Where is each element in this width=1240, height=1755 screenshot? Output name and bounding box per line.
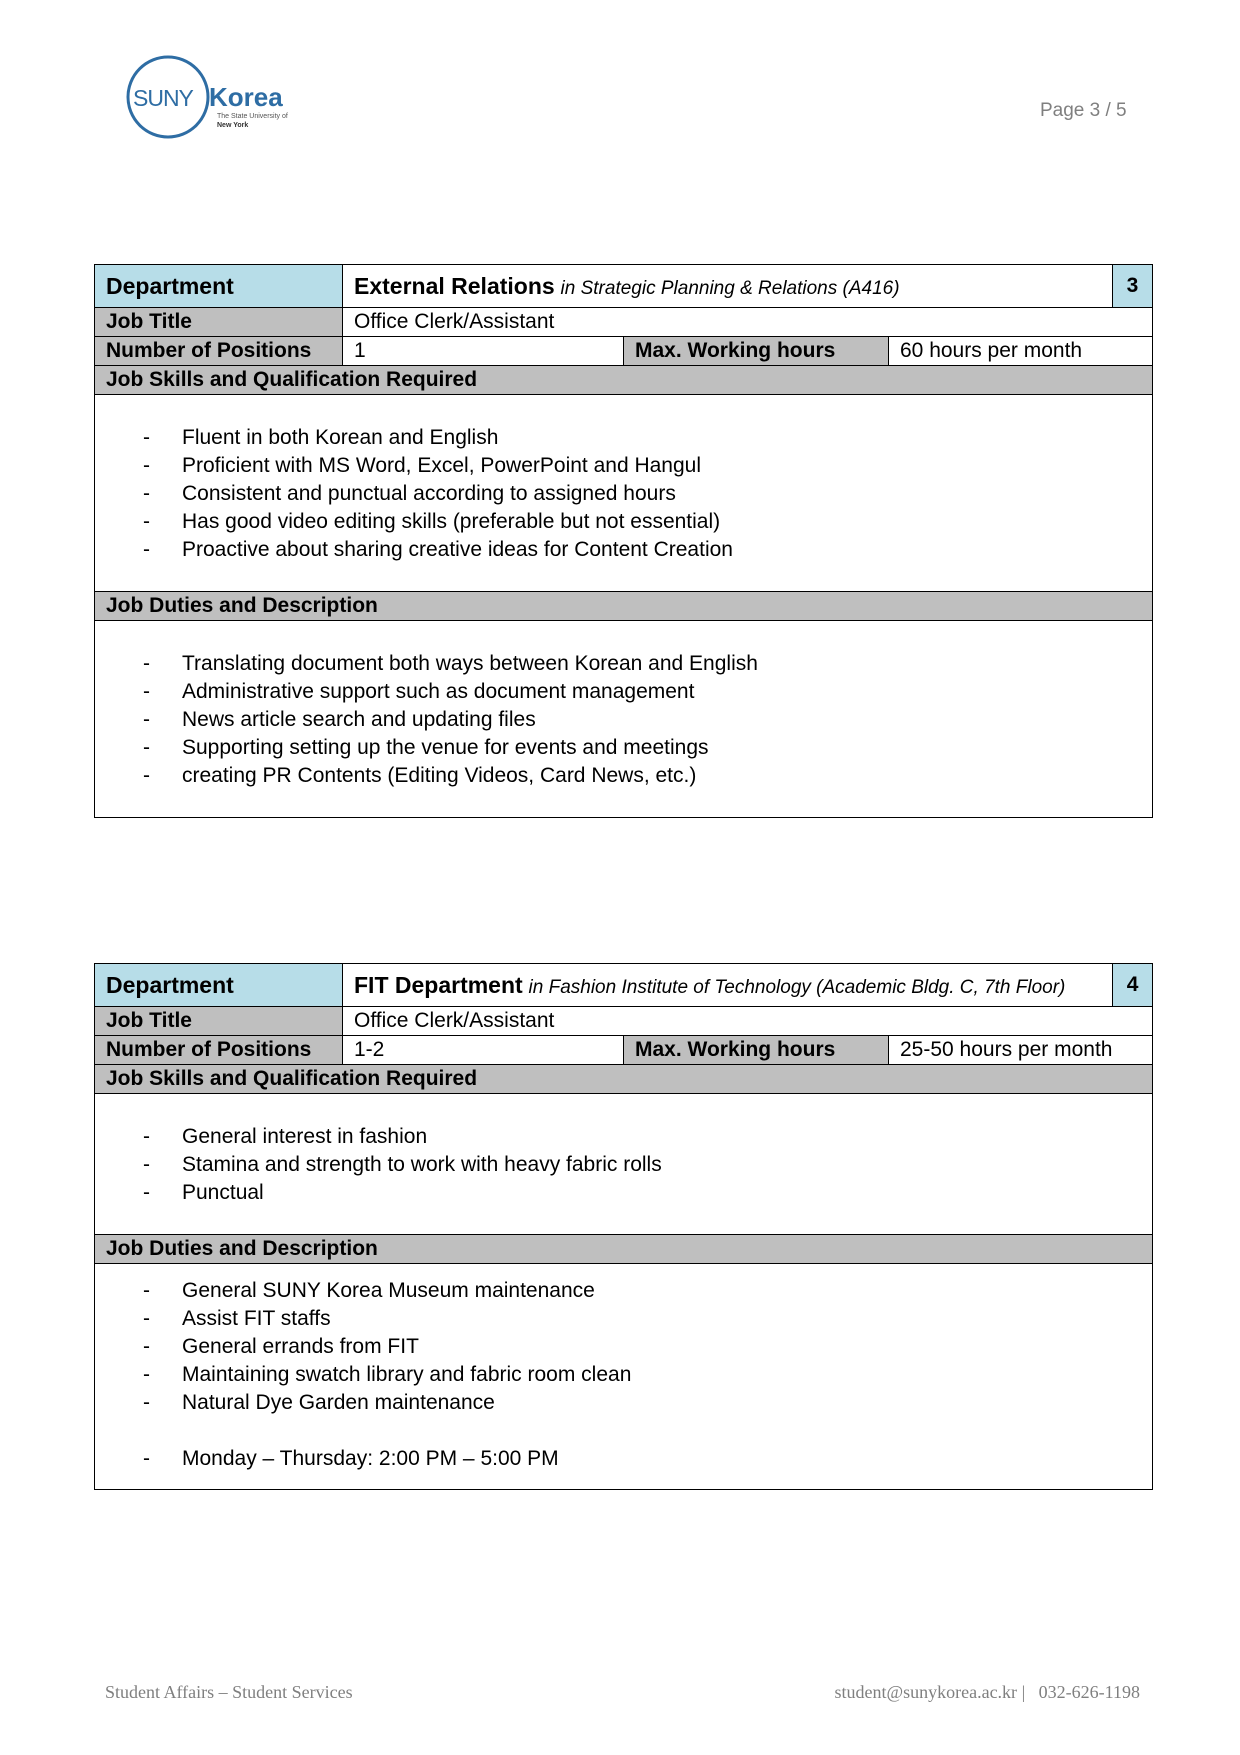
footer-email[interactable]: student@sunykorea.ac.kr	[834, 1682, 1018, 1702]
footer-office: Student Affairs – Student Services	[105, 1682, 353, 1702]
department-label: Department	[95, 265, 343, 308]
suny-korea-logo	[125, 53, 305, 143]
list-item: - Supporting setting up the venue for events and meetings	[106, 734, 1141, 762]
skills-list-cell	[95, 395, 1153, 592]
job-number: 3	[1113, 265, 1153, 308]
positions-label: Number of Positions	[95, 1036, 343, 1065]
list-item: - Stamina and strength to work with heavy fabric rolls	[106, 1151, 1141, 1179]
list-item: - Fluent in both Korean and English	[106, 424, 1141, 452]
footer-phone: 032-626-1198	[1038, 1682, 1140, 1702]
job-title-value: Office Clerk/Assistant	[343, 308, 1153, 337]
schedule-item: - Monday – Thursday: 2:00 PM – 5:00 PM	[106, 1445, 1141, 1473]
svg-text:New York: New York	[217, 122, 249, 129]
list-item: - Natural Dye Garden maintenance	[106, 1389, 1141, 1417]
job-table-fit-department	[94, 963, 1153, 1490]
duties-list-cell	[95, 1264, 1153, 1490]
footer-contact	[835, 1682, 1140, 1703]
list-item: - General errands from FIT	[106, 1333, 1141, 1361]
skills-header: Job Skills and Qualification Required	[95, 366, 1153, 395]
footer-separator: |	[1021, 1682, 1026, 1702]
job-title-label: Job Title	[95, 1007, 343, 1036]
job-number: 4	[1113, 964, 1153, 1007]
department-cell	[343, 265, 1113, 308]
hours-label: Max. Working hours	[624, 1036, 889, 1065]
duties-header: Job Duties and Description	[95, 592, 1153, 621]
list-item: - News article search and updating files	[106, 706, 1141, 734]
hours-label: Max. Working hours	[624, 337, 889, 366]
list-item: - creating PR Contents (Editing Videos, Card News, etc.)	[106, 762, 1141, 790]
skills-list	[106, 1123, 1141, 1207]
list-item: - Maintaining swatch library and fabric room clean	[106, 1361, 1141, 1389]
list-item: - Consistent and punctual according to assigned hours	[106, 480, 1141, 508]
duties-list-cell	[95, 621, 1153, 818]
list-item: - Assist FIT staffs	[106, 1305, 1141, 1333]
svg-text:The State University of: The State University of	[217, 113, 288, 120]
skills-list	[106, 424, 1141, 564]
department-name: FIT Department	[354, 971, 523, 998]
page-number: Page 3 / 5	[1040, 100, 1127, 121]
job-title-label: Job Title	[95, 308, 343, 337]
department-label: Department	[95, 964, 343, 1007]
list-item: - General SUNY Korea Museum maintenance	[106, 1277, 1141, 1305]
skills-header: Job Skills and Qualification Required	[95, 1065, 1153, 1094]
job-title-value: Office Clerk/Assistant	[343, 1007, 1153, 1036]
list-item: - Administrative support such as document management	[106, 678, 1141, 706]
positions-value: 1	[343, 337, 624, 366]
duties-list	[106, 650, 1141, 790]
list-item: - General interest in fashion	[106, 1123, 1141, 1151]
svg-text:SUNY: SUNY	[133, 85, 193, 111]
department-cell	[343, 964, 1113, 1007]
skills-list-cell	[95, 1094, 1153, 1235]
list-item: - Proactive about sharing creative ideas for Content Creation	[106, 536, 1141, 564]
list-item: - Translating document both ways between Korean and English	[106, 650, 1141, 678]
hours-value: 60 hours per month	[889, 337, 1153, 366]
job-table-external-relations	[94, 264, 1153, 818]
department-name: External Relations	[354, 272, 555, 299]
department-location: in Fashion Institute of Technology (Academic Bldg. C, 7th Floor)	[528, 976, 1066, 998]
hours-value: 25-50 hours per month	[889, 1036, 1153, 1065]
list-item: - Punctual	[106, 1179, 1141, 1207]
duties-list	[106, 1277, 1141, 1473]
department-location: in Strategic Planning & Relations (A416)	[560, 277, 900, 299]
duties-header: Job Duties and Description	[95, 1235, 1153, 1264]
positions-value: 1-2	[343, 1036, 624, 1065]
svg-text:Korea: Korea	[209, 82, 283, 112]
positions-label: Number of Positions	[95, 337, 343, 366]
list-item: - Has good video editing skills (preferable but not essential)	[106, 508, 1141, 536]
list-item: - Proficient with MS Word, Excel, PowerPoint and Hangul	[106, 452, 1141, 480]
